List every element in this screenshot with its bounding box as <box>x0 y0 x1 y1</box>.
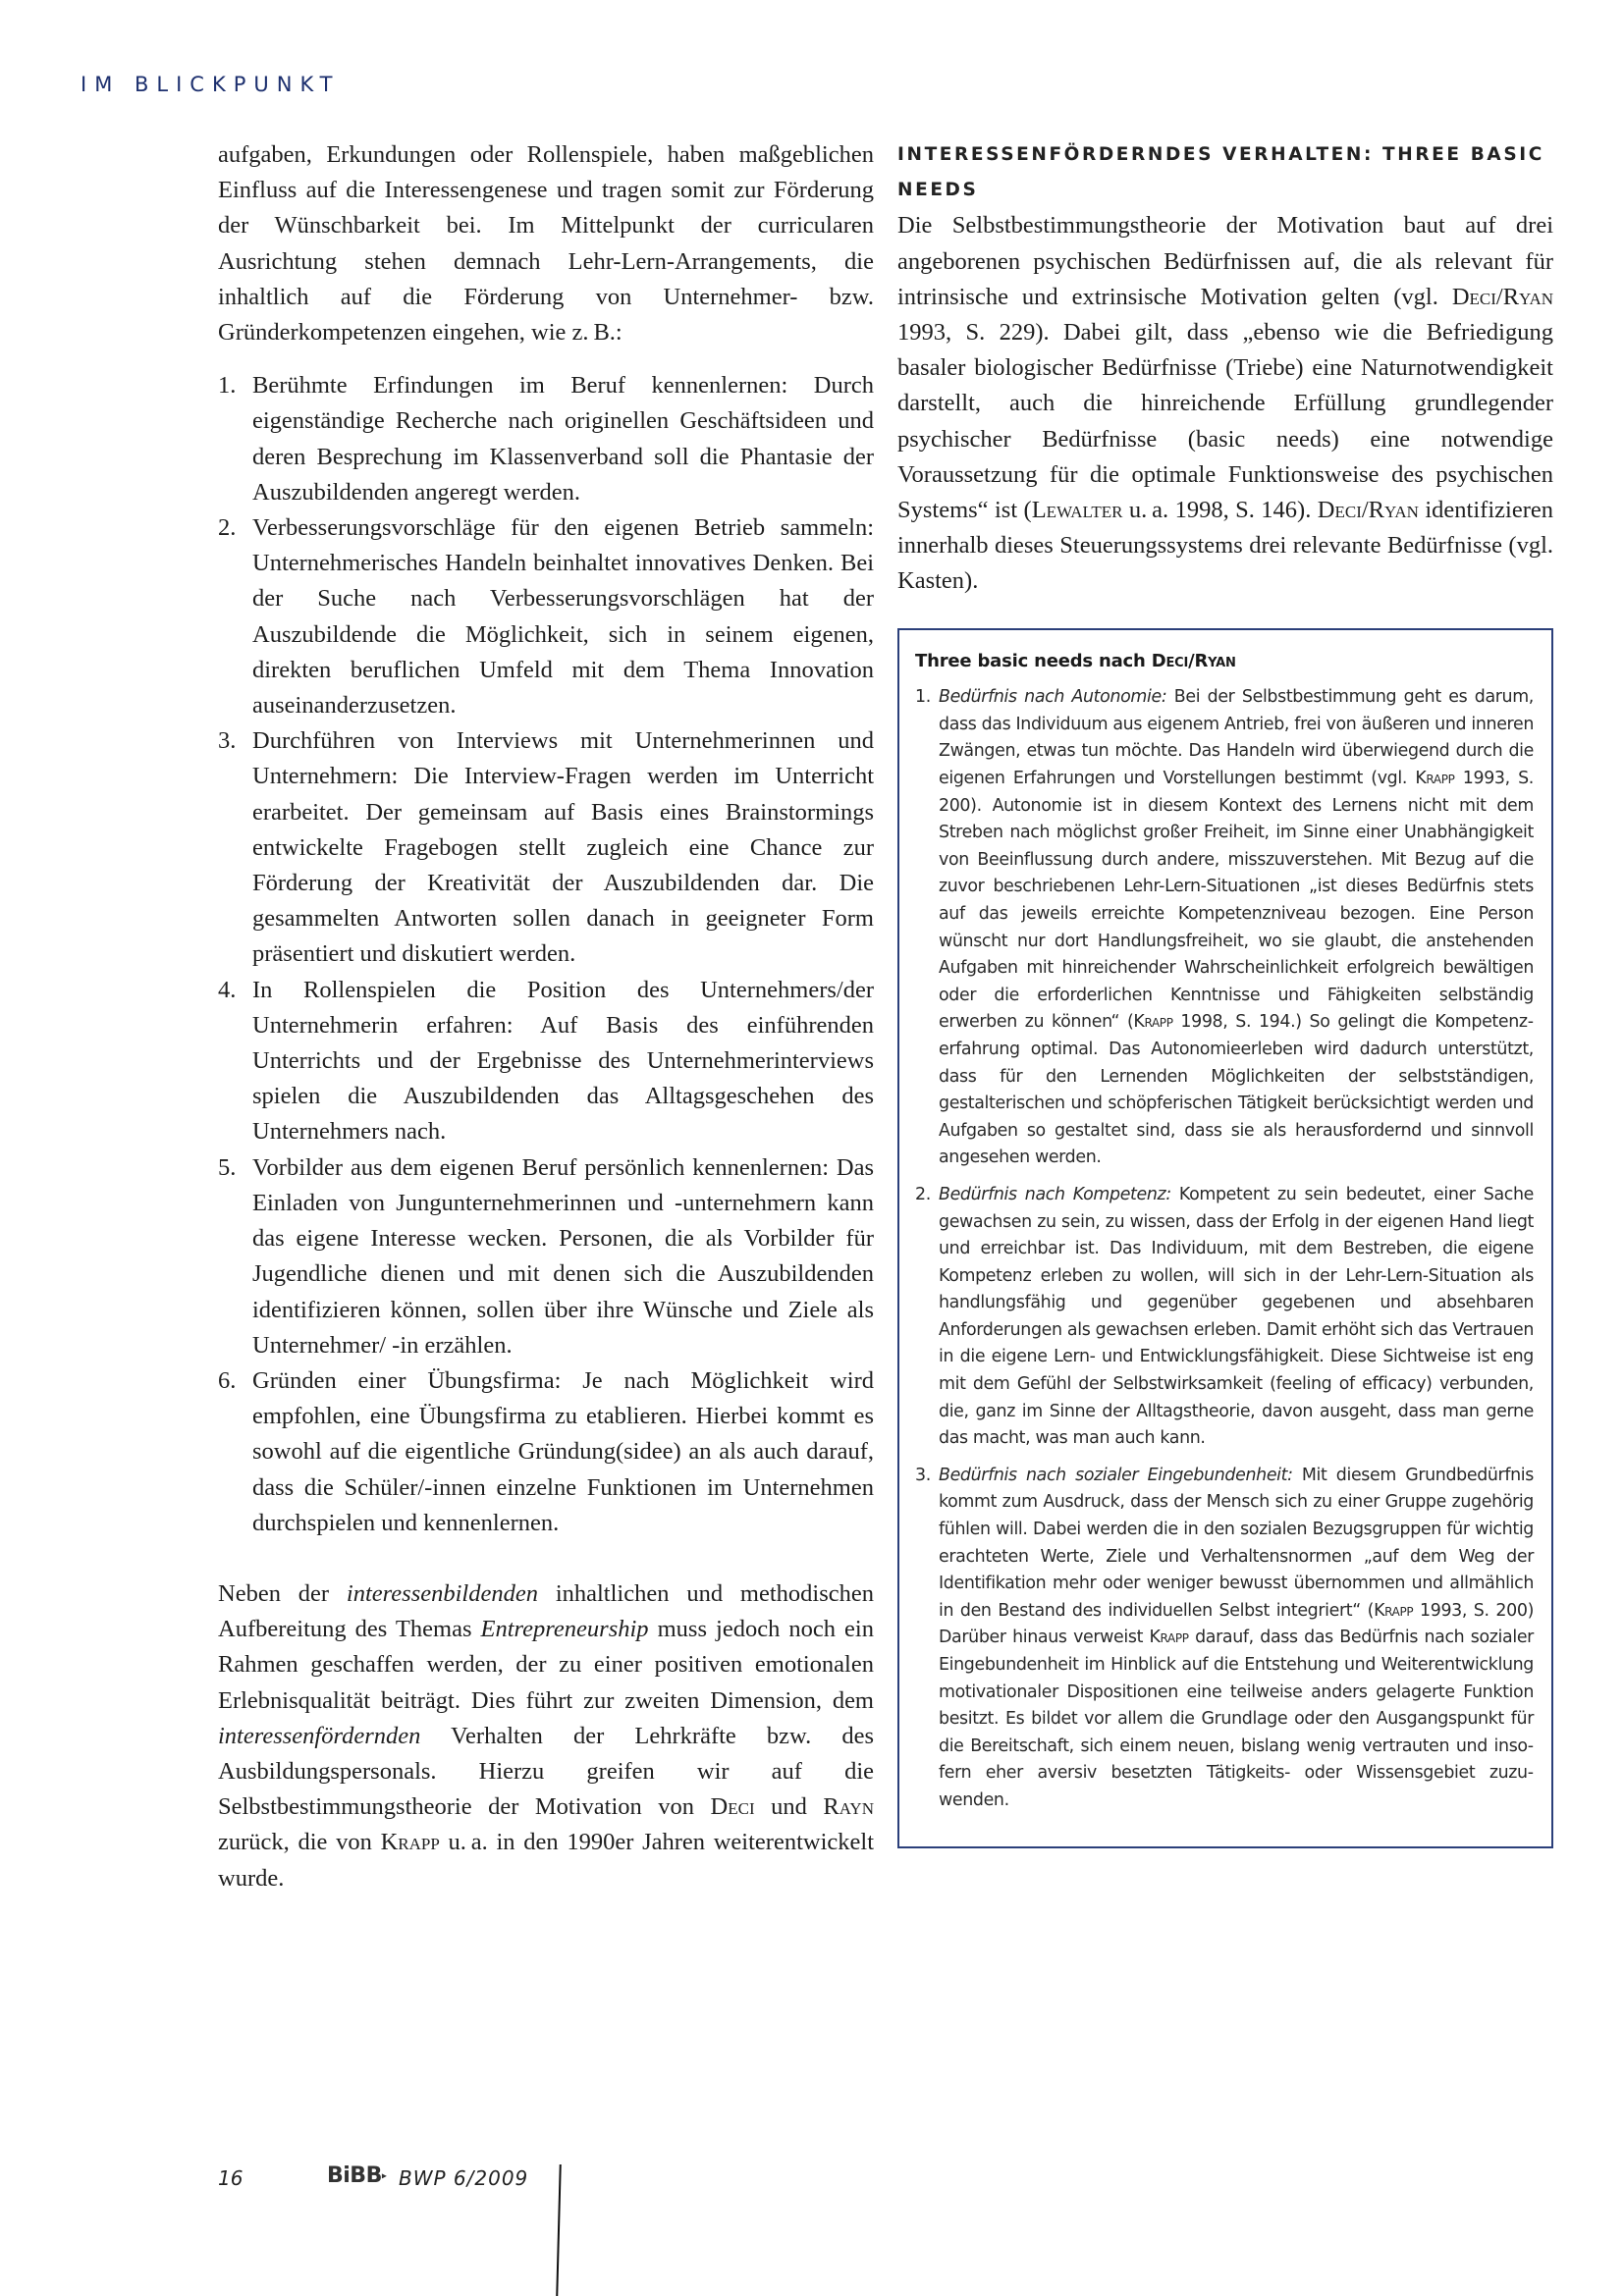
running-head: IM BLICKPUNKT <box>81 73 341 96</box>
closing-paragraph: Neben der interessenbildenden inhaltlichen und methodischen Aufbereitung des Themas Entrepreneurship muss jedoch noch ein Rahmen geschaffen werden, der zu einer positiven emotionalen Erlebnisqualität beiträgt. Dies führt zur zweiten Dimension, dem interessenfördernden Verhalten der Lehrkräfte bzw. des Ausbildungspersonals. Hierzu greifen wir auf die Selbstbestimmungstheorie der Motivation von Deci und Rayn zurück, die von Krapp u. a. in den 1990er Jahren weiterentwickelt wurde. <box>218 1579 874 1892</box>
info-box <box>897 628 1553 1848</box>
basic-needs-list <box>915 684 1534 1814</box>
list-item: 5. Vorbilder aus dem eigenen Beruf persönlich kennenlernen: Das Einladen von Jungunternehmerinnen und -unternehmern kann das eigene Interesse wecken. Personen, die als Vorbilder für Jugendliche dienen und mit denen sich die Auszubildenden identifizieren können, sollen über ihre Wünsche und Ziele als Unternehmer/ -in erzählen. <box>218 1153 874 1359</box>
author-name: Deci/Ryan <box>1317 497 1419 524</box>
page-number: 16 <box>218 2166 244 2190</box>
need-item: 2. Bedürfnis nach Kompetenz: Kompetent zu sein bedeutet, einer Sache gewachsen zu sein, zu wissen, dass der Erfolg in der eigenen Hand liegt und erreichbar ist. Das Individuum, mit dem Bestreben, die eigene Kompetenz erleben zu wollen, will sich in der Lehr-Lern-Situation als handlungsfähig und gegenüber gegebenen und absehbaren Anforderungen als gewachsen erleben. Damit erhöht sich das Vertrauen in die eigene Lern- und Entwicklungsfähigkeit. Diese Sichtweise ist eng mit dem Gefühl der Selbstwirksamkeit (feeling of efficacy) verbunden, die, ganz im Sinne der Alltagstheorie, davon ausgeht, dass man gerne das macht, was man auch kann. <box>915 1184 1534 1449</box>
list-item: 2. Verbesserungsvorschläge für den eigenen Betrieb sammeln: Unternehmerisches Handeln beinhaltet innovatives Denken. Bei der Suche nach Verbesserungsvorschlägen hat der Auszubildende die Möglichkeit, sich in seinem eigenen, direkten beruflichen Umfeld mit dem Thema Innovation auseinanderzusetzen. <box>218 514 874 720</box>
right-column <box>897 137 1553 1848</box>
intro-paragraph: aufgaben, Erkundungen oder Rollenspiele, haben maßgeblichen Einfluss auf die Interessengenese und tragen somit zur Förderung der Wünschbarkeit bei. Im Mittelpunkt der curricularen Ausrichtung stehen demnach Lehr-Lern-Arrangements, die inhaltlich auf die Förderung von Unternehmer- bzw. Gründerkompetenzen eingehen, wie z. B.: <box>218 141 874 347</box>
bibb-logo: BiBB▸ <box>327 2163 387 2188</box>
list-item: 1. Berühmte Erfindungen im Beruf kennenlernen: Durch eigenständige Recherche nach originellen Geschäftsideen und deren Besprechung im Klassenverband soll die Phantasie der Auszubildenden angeregt werden. <box>218 372 874 506</box>
section-heading: INTERESSENFÖRDERNDES VERHALTEN: THREE BASIC NEEDS <box>897 144 1544 201</box>
body-paragraph: Die Selbstbestimmungstheorie der Motivation baut auf drei angeborenen psychischen Bedürfnissen auf, die als relevant für intrinsische und extrinsische Motivation gelten (vgl. Deci/Ryan 1993, S. 229). Dabei gilt, dass „ebenso wie die Befriedigung basaler biologischer Bedürfnisse (Triebe) eine Naturnotwendigkeit darstellt, auch die hinreichende Erfüllung grundlegender psychischer Bedürfnisse (basic needs) eine notwendige Voraussetzung für die optimale Funktionsweise des psychischen Systems“ ist (Lewalter u. a. 1998, S. 146). Deci/Ryan identifizieren innerhalb dieses Steuerungssystems drei relevante Bedürfnisse (vgl. Kasten). <box>897 212 1553 595</box>
box-title: Three basic needs nach Deci/Ryan <box>915 650 1236 671</box>
issue-label: BWP 6/2009 <box>399 2166 529 2190</box>
author-name: Rayn <box>823 1793 874 1821</box>
need-item: 1. Bedürfnis nach Autonomie: Bei der Selbstbestimmung geht es darum, dass das Individuum aus eigenem Antrieb, frei von äußeren und inneren Zwängen, etwas tun möchte. Das Handeln wird überwiegend durch die eigenen Erfahrungen und Vorstellungen bestimmt (vgl. Krapp 1993, S. 200). Autonomie ist in diesem Kontext des Lernens nicht mit dem Streben nach möglichst großer Freiheit, im Sinne einer Unabhängigkeit von Beeinflussung durch andere, misszuverstehen. Mit Bezug auf die zuvor beschriebenen Lehr-Lern-Situationen „ist dieses Bedürfnis stets auf das jeweils erreichte Kompetenzniveau bezogen. Eine Person wünscht nur dort Handlungsfreiheit, wo sie glaubt, die anstehenden Aufgaben mit hinreichender Wahrscheinlichkeit erfolgreich bewältigen oder die erforderlichen Kenntnisse und Fähigkeiten selbständig erwerben zu können“ (Krapp 1998, S. 194.) So gelingt die Kompetenzerfahrung optimal. Das Autonomieerleben wird dadurch unterstützt, dass für den Lernenden Möglichkeiten der selbstständigen, gestalterischen und schöpferischen Tätigkeit berücksichtigt werden und Aufgaben so gestaltet sind, dass sie als herausfordernd und sinnvoll angesehen werden. <box>915 687 1534 1168</box>
curriculum-list <box>218 368 874 1541</box>
author-name: Krapp <box>380 1829 440 1856</box>
list-item: 6. Gründen einer Übungsfirma: Je nach Möglichkeit wird empfohlen, eine Übungsfirma zu etablieren. Hierbei kommt es sowohl auf die eigentliche Gründung(sidee) an als auch darauf, dass die Schüler/-innen einzelne Funktionen im Unternehmen durchspielen und kennenlernen. <box>218 1366 874 1536</box>
left-column <box>218 137 874 1896</box>
list-item: 3. Durchführen von Interviews mit Unternehmerinnen und Unternehmern: Die Interview-Fragen werden im Unterricht erarbeitet. Der gemeinsam auf Basis eines Brainstormings entwickelte Fragebogen stellt zugleich eine Chance zur Förderung der Kreativität der Auszubildenden dar. Die gesammelten Antworten sollen danach in geeigneter Form präsentiert und diskutiert werden. <box>218 727 874 968</box>
author-name: Deci/Ryan <box>1451 283 1553 310</box>
list-item: 4. In Rollenspielen die Position des Unternehmers/der Unternehmerin erfahren: Auf Basis des einführenden Unterrichts und der Ergebnisse des Unternehmerinterviews spielen die Auszubildenden das Alltagsgeschehen des Unternehmers nach. <box>218 976 874 1146</box>
footer-divider <box>556 2164 562 2296</box>
need-item: 3. Bedürfnis nach sozialer Eingebundenheit: Mit diesem Grundbedürfnis kommt zum Ausdruck, dass der Mensch sich zu einer Gruppe zugehörig fühlen will. Dabei werden die in den sozialen Bezugsgruppen für wichtig erachteten Werte, Ziele und Verhaltensnormen „auf dem Weg der Identifikation mehr oder weniger bewusst übernommen und allmählich in den Bestand des individuellen Selbst integriert“ (Krapp 1993, S. 200) Darüber hinaus verweist Krapp darauf, dass das Bedürfnis nach sozialer Eingebundenheit im Hinblick auf die Entstehung und Weiterentwicklung motivationaler Dispositionen eine teilweise anders gelagerte Funktion besitzt. Es bildet vor allem die Grundlage oder den Ausgangspunkt für die Bereitschaft, sich einem neuen, bislang wenig vertrauten und insofern eher aversiv besetzten Tätigkeits- oder Wissensgebiet zuzuwenden. <box>915 1465 1534 1810</box>
author-name: Deci <box>710 1793 755 1821</box>
logo-arrow-icon: ▸ <box>381 2170 387 2182</box>
author-name: Lewalter <box>1031 497 1123 524</box>
